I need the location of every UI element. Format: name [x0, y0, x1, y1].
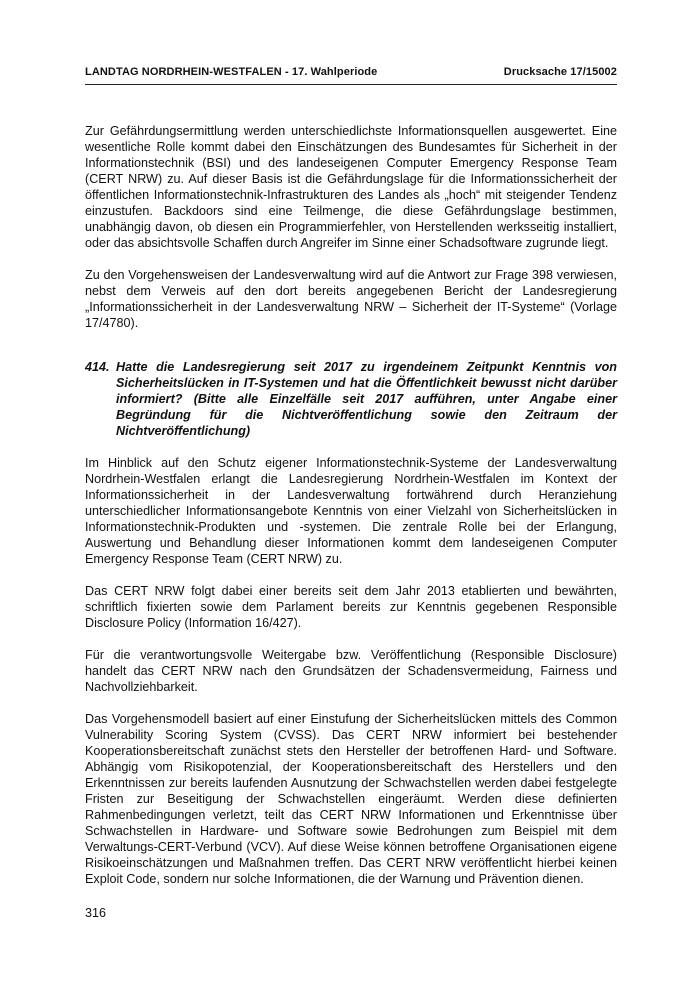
page-header — [85, 66, 617, 85]
question-text: Hatte die Landesregierung seit 2017 zu irgendeinem Zeitpunkt Kenntnis von Sicherheitslücken in IT-Systemen und hat die Öffentlichkeit bewusst nicht darüber informiert? (Bitte alle Einzelfälle seit 2017 aufführen, unter Angabe einer Begründung für die Nichtveröffentlichung sowie den Zeitraum der Nichtveröffentlichung) — [116, 360, 617, 438]
document-number: Drucksache 17/15002 — [503, 66, 617, 78]
question-number: 414. — [85, 360, 110, 374]
paragraph: Zur Gefährdungsermittlung werden unterschiedlichste Informationsquellen ausgewertet. Eine wesentliche Rolle kommt dabei den Einschätzungen des Bundesamtes für Sicherheit in der Informationstechnik (BSI) und des landeseigenen Computer Emergency Response Team (CERT NRW) zu. Auf dieser Basis ist die Gefährdungslage für die Informationssicherheit der öffentlichen Informationstechnik-Infrastrukturen des Landes als „hoch“ mit steigender Tendenz einzustufen. Backdoors sind eine Teilmenge, die diese Gefährdungslage bestimmen, unabhängig davon, ob diesen ein Programmierfehler, von Herstellenden werksseitig installiert, oder das absichtsvolle Schaffen durch Angreifer im Sinne einer Schadsoftware zugrunde liegt. — [85, 124, 617, 250]
answer-paragraph: Das CERT NRW folgt dabei einer bereits seit dem Jahr 2013 etablierten und bewährten, schriftlich fixierten sowie dem Parlament bereits zur Kenntnis gegebenen Responsible Disclosure Policy (Information 16/427). — [85, 584, 617, 630]
answer-paragraph: Für die verantwortungsvolle Weitergabe bzw. Veröffentlichung (Responsible Disclosure) handelt das CERT NRW nach den Grundsätzen der Schadensvermeidung, Fairness und Nachvollziehbarkeit. — [85, 648, 617, 694]
answer-paragraph: Im Hinblick auf den Schutz eigener Informationstechnik-Systeme der Landesverwaltung Nordrhein-Westfalen erlangt die Landesregierung Nordrhein-Westfalen im Kontext der Informationssicherheit in der Landesverwaltung fortwährend durch Heranziehung unterschiedlicher Informationsangebote Kenntnis von einer Vielzahl von Sicherheitslücken in Informationstechnik-Produkten und -systemen. Die zentrale Rolle bei der Erlangung, Auswertung und Behandlung dieser Informationen kommt dem landeseigenen Computer Emergency Response Team (CERT NRW) zu. — [85, 456, 617, 566]
page-content — [85, 123, 617, 903]
question-block — [85, 359, 617, 439]
page-number: 316 — [85, 906, 107, 920]
answer-paragraph: Das Vorgehensmodell basiert auf einer Einstufung der Sicherheitslücken mittels des Common Vulnerability Scoring System (CVSS). Das CERT NRW informiert bei bestehender Kooperationsbereitschaft zunächst stets den Hersteller der betroffenen Hard- und Software. Abhängig vom Risikopotenzial, der Kooperationsbereitschaft des Herstellers und den Erkenntnissen zur bereits laufenden Ausnutzung der Schwachstellen werden dabei festgelegte Fristen zur Beseitigung der Schwachstellen eingeräumt. Werden diese definierten Rahmenbedingungen verletzt, teilt das CERT NRW Informationen und Erkenntnisse über Schwachstellen in Hardware- und Software sowie Bedrohungen zum Beispiel mit dem Verwaltungs-CERT-Verbund (VCV). Auf diese Weise können betroffene Organisationen eigene Risikoeinschätzungen und Maßnahmen treffen. Das CERT NRW veröffentlicht hierbei keinen Exploit Code, sondern nur solche Informationen, die der Warnung und Prävention dienen. — [85, 712, 617, 886]
paragraph: Zu den Vorgehensweisen der Landesverwaltung wird auf die Antwort zur Frage 398 verwiesen, nebst dem Verweis auf den dort bereits angegebenen Bericht der Landesregierung „Informationssicherheit in der Landesverwaltung NRW – Sicherheit der IT-Systeme“ (Vorlage 17/4780). — [85, 268, 617, 330]
header-title: LANDTAG NORDRHEIN-WESTFALEN - 17. Wahlperiode — [85, 66, 378, 78]
